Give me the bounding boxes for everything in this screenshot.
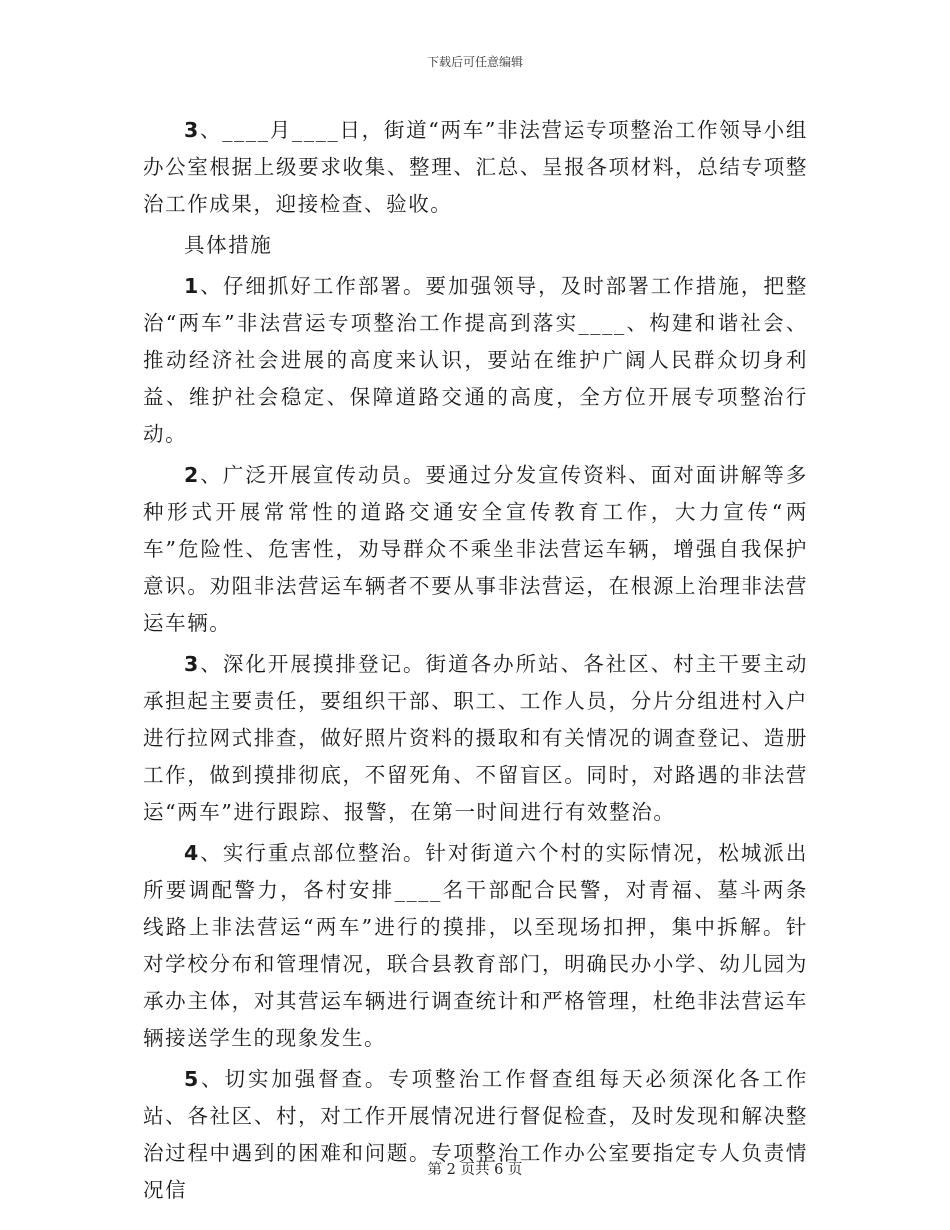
- paragraph-text: 、____月____日，街道“两车”非法营运专项整治工作领导小组办公室根据上级要求收集、整理、汇总、呈报各项材料，总结专项整治工作成果，迎接检查、验收。: [143, 118, 808, 216]
- paragraph-measure-3: [143, 646, 808, 831]
- paragraph-text: 、实行重点部位整治。针对街道六个村的实际情况，松城派出所要调配警力，各村安排____名干部配合民警，对青福、墓斗两条线路上非法营运“两车”进行的摸排，以至现场扣押，集中拆解。针对学校分布和管理情况，联合县教育部门，明确民办小学、幼儿园为承办主体，对其营运车辆进行调查统计和严格管理，杜绝非法营运车辆接送学生的现象发生。: [143, 841, 808, 1050]
- paragraph-text: 、仔细抓好工作部署。要加强领导，及时部署工作措施，把整治“两车”非法营运专项整治工作提高到落实____、构建和谐社会、推动经济社会进展的高度来认识，要站在维护广阔人民群众切身利益、维护社会稳定、保障道路交通的高度，全方位开展专项整治行动。: [143, 274, 808, 446]
- paragraph-measure-1: [143, 268, 808, 453]
- paragraph-number: 1: [184, 274, 200, 298]
- section-heading: [143, 227, 808, 264]
- page-number-footer: 第 2 页共 6 页: [427, 1162, 523, 1178]
- paragraph-number: 4: [184, 841, 200, 865]
- paragraph-text: 、广泛开展宣传动员。要通过分发宣传资料、面对面讲解等多种形式开展常常性的道路交通安全宣传教育工作，大力宣传“两车”危险性、危害性，劝导群众不乘坐非法营运车辆，增强自我保护意识。劝阻非法营运车辆者不要从事非法营运，在根源上治理非法营运车辆。: [143, 463, 808, 635]
- paragraph-number: 3: [184, 118, 200, 142]
- paragraph-measure-2: [143, 457, 808, 642]
- paragraph-text: 、切实加强督查。专项整治工作督查组每天必须深化各工作站、各社区、村，对工作开展情况进行督促检查，及时发现和解决整治过程中遇到的困难和问题。专项整治工作办公室要指定专人负责情况信: [143, 1067, 808, 1202]
- paragraph-number: 5: [184, 1067, 200, 1091]
- paragraph-number: 3: [184, 652, 200, 676]
- paragraph-measure-5: [143, 1061, 808, 1209]
- page-header: 下载后可任意编辑: [426, 55, 523, 69]
- paragraph-1: [143, 112, 808, 223]
- document-body: [143, 112, 808, 1209]
- paragraph-number: 2: [184, 463, 200, 487]
- paragraph-text: 具体措施: [184, 233, 273, 257]
- paragraph-measure-4: [143, 835, 808, 1057]
- paragraph-text: 、深化开展摸排登记。街道各办所站、各社区、村主干要主动承担起主要责任，要组织干部、职工、工作人员，分片分组进村入户进行拉网式排查，做好照片资料的摄取和有关情况的调查登记、造册工作，做到摸排彻底，不留死角、不留盲区。同时，对路遇的非法营运“两车”进行跟踪、报警，在第一时间进行有效整治。: [143, 652, 808, 824]
